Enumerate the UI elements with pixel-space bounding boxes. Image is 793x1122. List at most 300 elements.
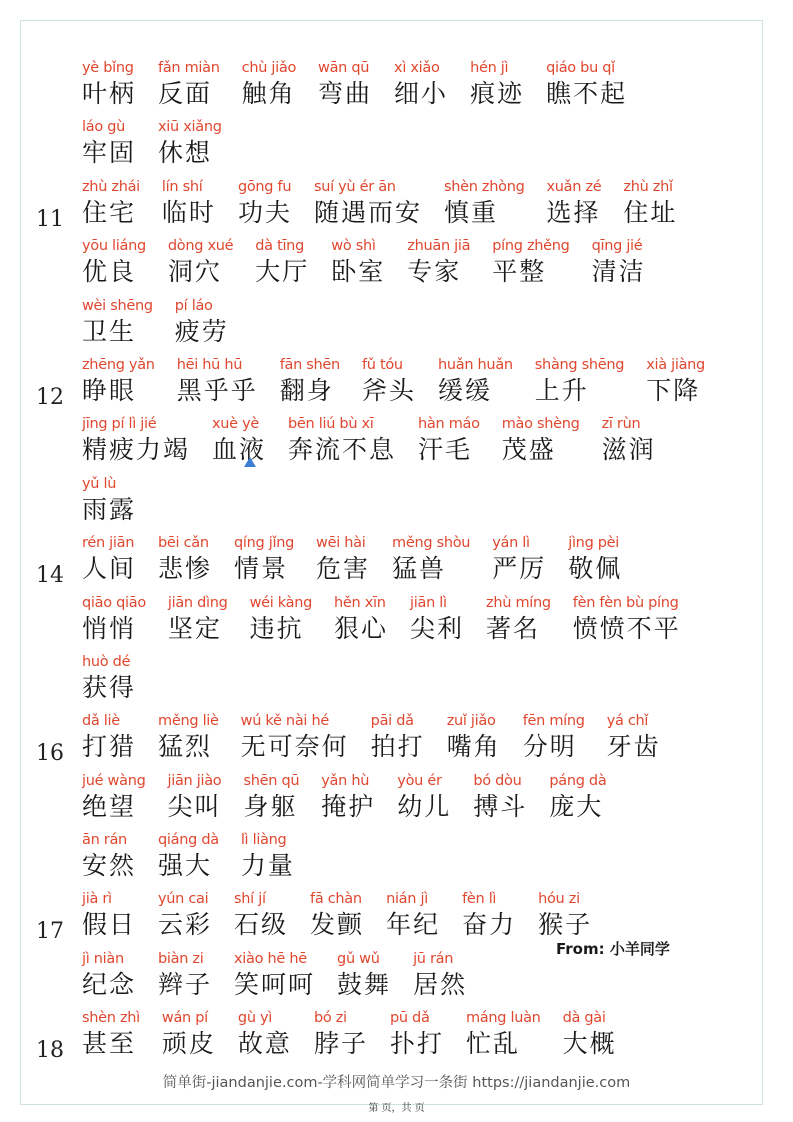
pinyin: zhuān jiā	[407, 238, 471, 255]
word-group	[82, 296, 755, 348]
vocab-word	[82, 711, 136, 763]
hanzi: 疲劳	[174, 316, 229, 346]
vocab-word	[592, 236, 646, 288]
vocab-word	[447, 711, 501, 763]
vocab-word	[238, 1008, 292, 1060]
hanzi: 身躯	[243, 791, 298, 821]
vocab-word	[238, 177, 292, 229]
pinyin: fā chàn	[310, 891, 362, 908]
lesson-number: 12	[36, 384, 64, 410]
hanzi: 大概	[562, 1029, 617, 1059]
vocab-word	[568, 533, 622, 585]
hanzi: 卫生	[82, 316, 137, 346]
vocab-row	[30, 58, 755, 117]
vocab-row	[30, 474, 755, 533]
vocab-word	[321, 771, 375, 823]
pinyin: lì liàng	[240, 832, 287, 849]
pinyin: dà tīng	[255, 238, 304, 255]
pinyin: wán pí	[161, 1010, 208, 1027]
pinyin: yán lì	[492, 535, 530, 552]
hanzi: 汗毛	[418, 435, 473, 465]
pinyin: gōng fu	[237, 178, 292, 195]
vocab-word	[82, 474, 136, 526]
pinyin: xuè yè	[212, 416, 260, 433]
vocab-word	[82, 889, 136, 941]
pinyin: páng dà	[549, 772, 607, 789]
pinyin: fān shēn	[279, 356, 340, 373]
hanzi: 狠心	[334, 613, 389, 643]
vocab-row	[30, 830, 755, 889]
hanzi: 猛兽	[392, 554, 447, 584]
hanzi: 平整	[492, 257, 547, 287]
vocab-word	[502, 414, 580, 466]
pinyin: xuǎn zé	[546, 178, 602, 195]
vocab-word	[234, 533, 294, 585]
hanzi: 庞大	[549, 791, 604, 821]
pinyin: zhù zhái	[82, 178, 140, 195]
vocab-word	[623, 177, 677, 229]
vocab-word	[318, 58, 372, 110]
pinyin: zī rùn	[601, 416, 641, 433]
pinyin: gǔ wǔ	[337, 950, 380, 967]
vocab-word	[158, 533, 212, 585]
hanzi: 尖叫	[167, 791, 222, 821]
word-group	[82, 593, 755, 645]
pinyin: biàn zi	[158, 950, 204, 967]
hanzi: 脖子	[313, 1029, 368, 1059]
triangle-marker-icon	[244, 457, 256, 467]
hanzi: 搏斗	[473, 791, 528, 821]
word-group	[82, 355, 755, 407]
pinyin: gù yì	[237, 1010, 273, 1027]
vocab-word	[177, 355, 258, 407]
hanzi: 下降	[646, 375, 701, 405]
vocab-word	[162, 1008, 216, 1060]
pinyin: shàng shēng	[534, 356, 625, 373]
pinyin: jiān jiào	[167, 772, 222, 789]
hanzi: 缓缓	[437, 375, 492, 405]
hanzi: 嘴角	[446, 732, 501, 762]
hanzi: 专家	[407, 257, 462, 287]
vocab-word	[242, 58, 296, 110]
pinyin: pāi dǎ	[370, 713, 414, 730]
vocab-word	[413, 949, 467, 1001]
pinyin: qiāo qiāo	[82, 594, 146, 611]
vocabulary-list	[30, 58, 755, 1068]
pinyin: nián jì	[386, 891, 428, 908]
vocab-row	[30, 711, 755, 770]
pinyin: wéi kàng	[249, 594, 313, 611]
hanzi: 坚定	[167, 613, 222, 643]
hanzi: 无可奈何	[240, 732, 349, 762]
vocab-word	[334, 593, 388, 645]
author-note: From: 小羊同学	[556, 940, 670, 958]
pinyin: pū dǎ	[389, 1010, 430, 1027]
hanzi: 云彩	[158, 910, 213, 940]
hanzi: 睁眼	[82, 375, 137, 405]
vocab-word	[486, 593, 551, 645]
lesson-number: 17	[36, 919, 64, 945]
hanzi: 清洁	[591, 257, 646, 287]
pinyin: shí jí	[234, 891, 266, 908]
pinyin: shèn zhòng	[443, 178, 525, 195]
vocab-word	[82, 652, 136, 704]
vocab-word	[82, 236, 146, 288]
hanzi: 著名	[486, 613, 541, 643]
vocab-word	[546, 58, 627, 110]
pinyin: shèn zhì	[82, 1010, 140, 1027]
pinyin: yá chǐ	[606, 713, 649, 730]
hanzi: 反面	[158, 79, 213, 108]
pinyin: měng liè	[158, 713, 219, 730]
vocab-row	[30, 652, 755, 711]
hanzi: 假日	[82, 910, 137, 940]
vocab-word	[492, 236, 569, 288]
footer-site-link[interactable]: 简单街-jiandanjie.com-学科网简单学习一条街 https://jiandanjie.com	[162, 1075, 631, 1091]
hanzi: 扑打	[389, 1029, 444, 1059]
hanzi: 黑乎乎	[176, 375, 258, 405]
hanzi: 上升	[534, 375, 589, 405]
page-number: 第 页，共 页	[368, 1103, 425, 1114]
pinyin: yǔ lù	[82, 475, 117, 492]
vocab-word	[158, 117, 222, 169]
hanzi: 分明	[522, 732, 577, 762]
vocab-word	[407, 236, 470, 288]
vocab-word	[371, 711, 425, 763]
vocab-word	[316, 533, 370, 585]
pinyin: zhù zhǐ	[623, 178, 673, 195]
hanzi: 掩护	[321, 791, 376, 821]
pinyin: qīng jié	[591, 238, 643, 255]
vocab-word	[390, 1008, 444, 1060]
hanzi: 敬佩	[568, 554, 623, 584]
vocab-word	[168, 771, 222, 823]
pinyin: dǎ liè	[82, 713, 120, 730]
pinyin: máng luàn	[465, 1010, 541, 1027]
pinyin: wú kě nài hé	[240, 713, 329, 730]
vocab-word	[234, 889, 288, 941]
pinyin: wò shì	[331, 238, 376, 255]
vocab-word	[547, 177, 602, 229]
hanzi: 绝望	[82, 791, 137, 821]
pinyin: xiū xiǎng	[158, 119, 222, 136]
lesson-number: 14	[36, 563, 64, 589]
vocab-row	[30, 236, 755, 295]
pinyin: jiān lì	[410, 594, 447, 611]
hanzi: 精疲力竭	[82, 435, 191, 465]
vocab-word	[241, 830, 295, 882]
pinyin: jū rán	[413, 950, 454, 967]
vocab-word	[158, 830, 219, 882]
pinyin: hóu zi	[538, 891, 580, 908]
vocab-word	[255, 236, 309, 288]
vocab-word	[168, 236, 233, 288]
pinyin: zhēng yǎn	[82, 356, 155, 373]
vocab-word	[563, 1008, 617, 1060]
vocab-word	[444, 177, 525, 229]
vocab-row	[30, 771, 755, 830]
pinyin: xì xiǎo	[394, 60, 440, 76]
vocab-word	[331, 236, 385, 288]
hanzi: 牢固	[82, 138, 137, 168]
hanzi: 猛烈	[158, 732, 213, 762]
vocab-word	[573, 593, 681, 645]
hanzi: 笑呵呵	[234, 969, 316, 999]
hanzi: 叶柄	[82, 79, 137, 108]
pinyin: jià rì	[82, 891, 112, 908]
pinyin: hēi hū hū	[176, 356, 243, 373]
word-group	[82, 771, 755, 823]
vocab-word	[158, 889, 212, 941]
hanzi: 弯曲	[318, 79, 373, 108]
hanzi: 斧头	[361, 375, 416, 405]
hanzi: 猴子	[538, 910, 593, 940]
vocab-row	[30, 296, 755, 355]
hanzi: 石级	[234, 910, 289, 940]
hanzi: 临时	[161, 197, 216, 227]
word-group	[82, 711, 755, 763]
vocab-word	[392, 533, 470, 585]
pinyin: fèn fèn bù píng	[572, 594, 679, 611]
pinyin: mào shèng	[501, 416, 580, 433]
hanzi: 悲惨	[158, 554, 213, 584]
hanzi: 选择	[546, 197, 601, 227]
hanzi: 功夫	[237, 197, 292, 227]
vocab-word	[82, 593, 146, 645]
vocab-word	[362, 355, 416, 407]
vocab-word	[607, 711, 661, 763]
vocab-word	[470, 58, 524, 110]
pinyin: xià jiàng	[646, 356, 705, 373]
vocab-row	[30, 177, 755, 236]
vocab-word	[397, 771, 451, 823]
hanzi: 居然	[413, 969, 468, 999]
pinyin: xiào hē hē	[234, 950, 307, 967]
hanzi: 鼓舞	[337, 969, 392, 999]
hanzi: 强大	[158, 851, 213, 881]
pinyin: jiān dìng	[167, 594, 228, 611]
hanzi: 辫子	[158, 969, 213, 999]
hanzi: 瞧不起	[546, 79, 628, 108]
pinyin: láo gù	[82, 119, 125, 136]
hanzi: 大厅	[255, 257, 310, 287]
pinyin: hén jì	[470, 60, 509, 76]
vocab-word	[438, 355, 513, 407]
pinyin: chù jiǎo	[241, 60, 297, 76]
pinyin: jué wàng	[82, 772, 146, 789]
vocab-row	[30, 414, 755, 473]
hanzi: 悄悄	[82, 613, 137, 643]
hanzi: 住宅	[82, 197, 137, 227]
word-group	[82, 236, 755, 288]
vocab-word	[82, 414, 190, 466]
hanzi: 住址	[623, 197, 678, 227]
vocab-word	[82, 830, 136, 882]
pinyin: yòu ér	[397, 772, 442, 789]
pinyin: ān rán	[82, 832, 127, 849]
vocab-word	[394, 58, 448, 110]
hanzi: 情景	[234, 554, 289, 584]
vocab-word	[82, 771, 146, 823]
vocab-word	[168, 593, 228, 645]
hanzi: 忙乱	[465, 1029, 520, 1059]
hanzi: 安然	[82, 851, 137, 881]
pinyin: bēn liú bù xī	[288, 416, 374, 433]
hanzi: 甚至	[82, 1029, 137, 1059]
hanzi: 慎重	[443, 197, 498, 227]
pinyin: pí láo	[174, 297, 213, 314]
pinyin: fēn míng	[522, 713, 585, 730]
pinyin: bó dòu	[473, 772, 522, 789]
word-group	[82, 474, 755, 526]
vocab-word	[288, 414, 396, 466]
word-group	[82, 177, 755, 229]
pinyin: fǎn miàn	[158, 60, 220, 76]
vocab-word	[234, 949, 315, 1001]
hanzi: 故意	[237, 1029, 292, 1059]
vocab-word	[462, 889, 516, 941]
word-group	[82, 889, 755, 941]
vocab-word	[82, 296, 153, 348]
word-group	[82, 533, 755, 585]
hanzi: 奔流不息	[288, 435, 397, 465]
lesson-number: 16	[36, 741, 64, 767]
pinyin: zhù míng	[486, 594, 551, 611]
vocab-word	[602, 414, 656, 466]
pinyin: yǎn hù	[321, 772, 370, 789]
lesson-number: 18	[36, 1038, 64, 1064]
word-group	[82, 830, 755, 882]
vocab-row	[30, 1008, 755, 1067]
vocab-word	[212, 414, 266, 466]
vocab-word	[158, 58, 220, 110]
vocab-word	[418, 414, 480, 466]
hanzi: 血液	[212, 435, 267, 465]
vocab-word	[466, 1008, 541, 1060]
vocab-word	[410, 593, 464, 645]
hanzi: 洞穴	[167, 257, 222, 287]
vocab-word	[175, 296, 229, 348]
vocab-word	[314, 1008, 368, 1060]
pinyin: píng zhěng	[492, 238, 570, 255]
hanzi: 拍打	[370, 732, 425, 762]
pinyin: rén jiān	[82, 535, 135, 552]
vocab-word	[386, 889, 440, 941]
hanzi: 尖利	[410, 613, 465, 643]
hanzi: 愤愤不平	[572, 613, 681, 643]
hanzi: 触角	[241, 79, 296, 108]
pinyin: zuǐ jiǎo	[446, 713, 496, 730]
vocab-word	[82, 1008, 140, 1060]
hanzi: 纪念	[82, 969, 137, 999]
hanzi: 卧室	[331, 257, 386, 287]
pinyin: qiáng dà	[158, 832, 219, 849]
vocab-word	[82, 117, 136, 169]
pinyin: shēn qū	[243, 772, 300, 789]
vocab-word	[473, 771, 527, 823]
pinyin: bó zi	[313, 1010, 347, 1027]
hanzi: 打猎	[82, 732, 137, 762]
hanzi: 翻身	[279, 375, 334, 405]
vocab-word	[337, 949, 391, 1001]
pinyin: hàn máo	[418, 416, 480, 433]
word-group	[82, 1008, 755, 1060]
pinyin: jì niàn	[82, 950, 124, 967]
hanzi: 严厉	[492, 554, 547, 584]
vocab-word	[158, 949, 212, 1001]
vocab-word	[82, 355, 155, 407]
vocab-row	[30, 355, 755, 414]
vocab-word	[492, 533, 546, 585]
pinyin: wèi shēng	[82, 297, 153, 314]
pinyin: yún cai	[158, 891, 209, 908]
hanzi: 发颤	[310, 910, 365, 940]
hanzi: 优良	[82, 257, 137, 287]
vocab-word	[314, 177, 422, 229]
vocab-word	[162, 177, 216, 229]
pinyin: qíng jǐng	[234, 535, 295, 552]
vocab-word	[250, 593, 312, 645]
pinyin: bēi cǎn	[158, 535, 209, 552]
hanzi: 随遇而安	[313, 197, 422, 227]
vocab-word	[535, 355, 624, 407]
pinyin: yōu liáng	[82, 238, 146, 255]
vocab-word	[82, 177, 140, 229]
pinyin: qiáo bu qǐ	[546, 60, 615, 76]
word-group	[82, 58, 755, 110]
pinyin: huò dé	[82, 653, 131, 670]
pinyin: yè bǐng	[82, 60, 134, 76]
vocab-row	[30, 117, 755, 176]
pinyin: lín shí	[161, 178, 203, 195]
lesson-number: 11	[36, 206, 64, 232]
word-group	[82, 652, 755, 704]
hanzi: 滋润	[601, 435, 656, 465]
vocab-row	[30, 533, 755, 592]
pinyin: jīng pí lì jié	[82, 416, 157, 433]
vocab-word	[310, 889, 364, 941]
hanzi: 细小	[394, 79, 449, 108]
vocab-word	[82, 949, 136, 1001]
word-group	[82, 117, 755, 169]
vocab-word	[280, 355, 340, 407]
vocab-word	[549, 771, 606, 823]
pinyin: wēi hài	[316, 535, 366, 552]
hanzi: 痕迹	[470, 79, 525, 108]
pinyin: měng shòu	[392, 535, 471, 552]
hanzi: 休想	[158, 138, 213, 168]
pinyin: fèn lì	[462, 891, 497, 908]
hanzi: 牙齿	[606, 732, 661, 762]
pinyin: dà gài	[562, 1010, 606, 1027]
hanzi: 幼儿	[397, 791, 452, 821]
hanzi: 获得	[82, 672, 137, 702]
word-group	[82, 414, 755, 466]
hanzi: 人间	[82, 554, 137, 584]
vocab-word	[158, 711, 219, 763]
vocab-word	[646, 355, 705, 407]
pinyin: fǔ tóu	[361, 356, 403, 373]
pinyin: huǎn huǎn	[437, 356, 513, 373]
pinyin: hěn xīn	[334, 594, 386, 611]
pinyin: wān qū	[318, 60, 370, 76]
pinyin: jìng pèi	[568, 535, 620, 552]
vocab-row	[30, 593, 755, 652]
hanzi: 奋力	[462, 910, 517, 940]
vocab-word	[82, 533, 136, 585]
hanzi: 茂盛	[501, 435, 556, 465]
pinyin: dòng xué	[167, 238, 234, 255]
